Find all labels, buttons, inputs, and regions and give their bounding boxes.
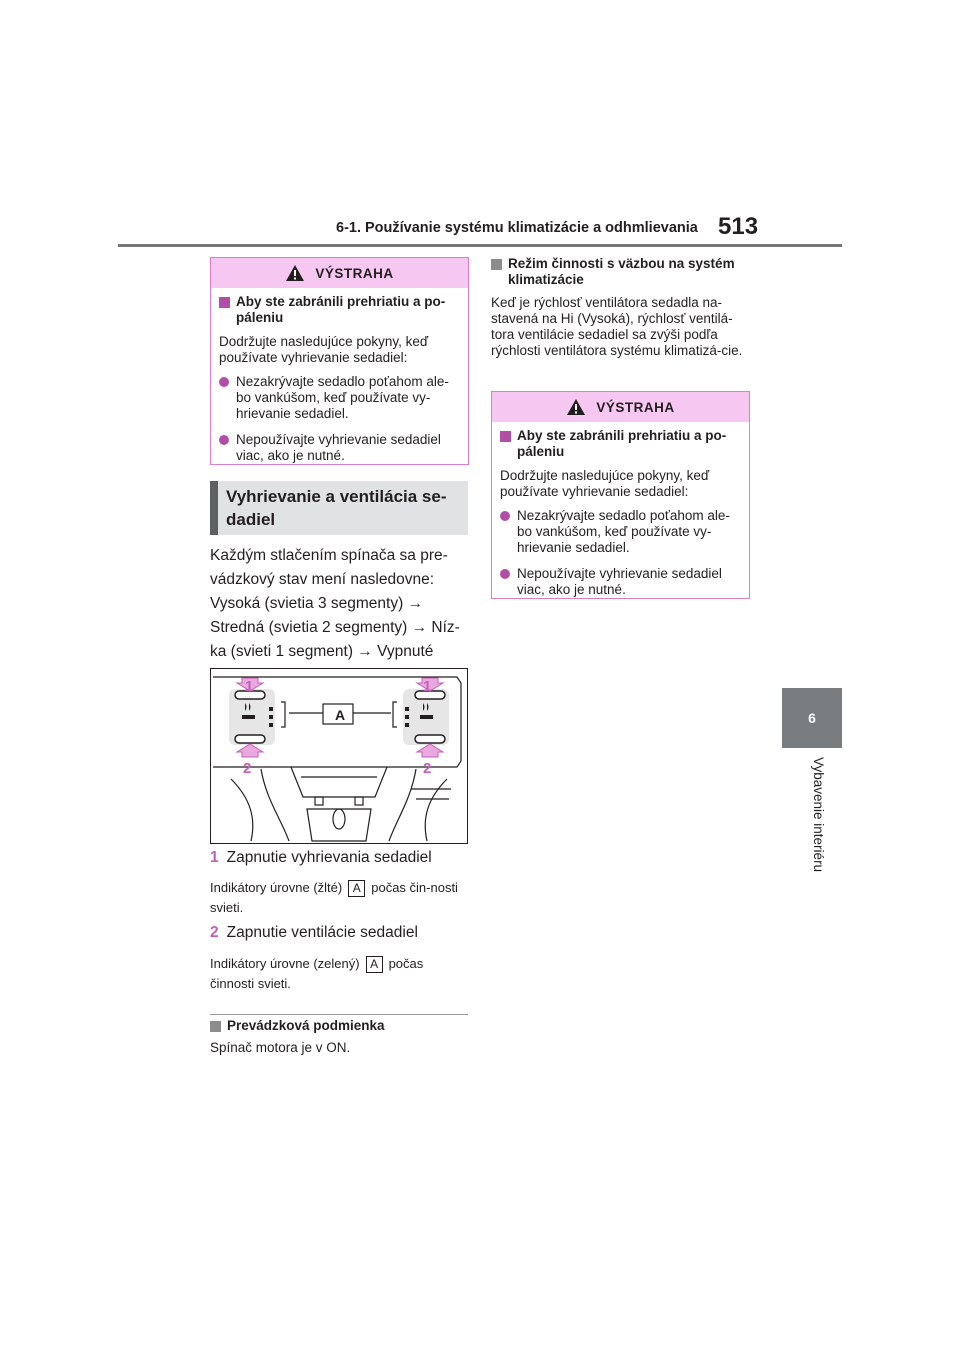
section-heading	[210, 481, 468, 535]
linked-mode-title: Režim činnosti s väzbou na systém klimatizácie	[508, 256, 735, 287]
warning-header	[492, 392, 749, 422]
warning-box-right	[491, 391, 750, 599]
callout-1-left: 1	[245, 678, 254, 695]
warning-triangle-icon	[285, 264, 305, 282]
section-title: Vyhrievanie a ventilácia se-dadiel	[226, 487, 447, 529]
item-number: 1	[210, 849, 219, 866]
item-1-note	[210, 878, 468, 918]
dashboard-drawing	[211, 669, 467, 843]
mode-sequence: Vysoká (svietia 3 segmenty) → Stredná (svietia 2 segmenty) → Níz-ka (svieti 1 segment) → Vypnuté	[210, 595, 460, 660]
label-a: A	[335, 707, 346, 723]
key-a-box: A	[366, 956, 383, 973]
condition-title: Prevádzková podmienka	[227, 1018, 385, 1033]
note-text: počas činnosti svieti.	[210, 956, 424, 991]
divider	[210, 1014, 468, 1015]
section-heading-bar	[210, 481, 218, 535]
section-header: 6-1. Používanie systému klimatizácie a odhmlievania	[336, 220, 698, 236]
seat-switch-illustration	[210, 668, 468, 844]
warning-subtitle: Aby ste zabránili prehriatiu a po-páleniu	[236, 294, 446, 325]
chapter-label: Vybavenie interiéru	[811, 757, 826, 873]
square-marker-icon	[500, 431, 511, 442]
warning-box	[210, 257, 469, 465]
warning-subtitle: Aby ste zabránili prehriatiu a po-páleniu	[517, 428, 727, 459]
item-title: Zapnutie ventilácie sedadiel	[226, 924, 418, 941]
key-a-box: A	[348, 880, 365, 897]
warning-triangle-icon	[566, 398, 586, 416]
bullet-icon	[500, 511, 510, 521]
item-number: 2	[210, 924, 219, 941]
item-2-note	[210, 954, 460, 994]
square-marker-icon	[219, 297, 230, 308]
warning-intro: Dodržujte nasledujúce pokyny, keď používate vyhrievanie sedadiel:	[219, 334, 429, 365]
bullet-icon	[500, 569, 510, 579]
warning-intro: Dodržujte nasledujúce pokyny, keď používate vyhrievanie sedadiel:	[500, 468, 710, 499]
callout-2-right: 2	[423, 760, 432, 777]
header-rule	[118, 244, 842, 247]
callout-2-left: 2	[243, 760, 252, 777]
note-text: počas čin-nosti svieti.	[210, 880, 458, 915]
warning-bullet: Nezakrývajte sedadlo poťahom ale-bo vankúšom, keď používate vy-hrievanie sedadiel.	[236, 374, 449, 421]
condition-text: Spínač motora je v ON.	[210, 1040, 351, 1055]
square-marker-icon	[210, 1021, 221, 1032]
chapter-tab: 6	[782, 688, 842, 748]
warning-bullet: Nezakrývajte sedadlo poťahom ale-bo vankúšom, keď používate vy-hrievanie sedadiel.	[517, 508, 730, 555]
warning-title: VÝSTRAHA	[596, 399, 675, 415]
item-1-title-row	[210, 846, 468, 870]
section-intro: Každým stlačením spínača sa pre-vádzkový stav mení nasledovne:	[210, 547, 448, 588]
warning-title: VÝSTRAHA	[315, 265, 394, 281]
page-number: 513	[718, 213, 759, 240]
callout-1-right: 1	[423, 678, 432, 695]
bullet-icon	[219, 435, 229, 445]
condition-heading	[210, 1018, 385, 1033]
note-text: Indikátory úrovne (žlté)	[210, 880, 343, 895]
item-2-title-row	[210, 921, 468, 945]
linked-mode-text: Keď je rýchlosť ventilátora sedadla na-stavená na Hi (Vysoká), rýchlosť ventilá-tora ventilácie sedadiel sa zvýši podľa rýchlosti ventilátora systému klimatizá-cie.	[491, 295, 743, 358]
warning-header	[211, 258, 468, 288]
square-marker-icon	[491, 259, 502, 270]
warning-bullet: Nepoužívajte vyhrievanie sedadiel viac, ako je nutné.	[517, 566, 722, 597]
linked-mode-heading	[491, 256, 751, 288]
note-text: Indikátory úrovne (zelený)	[210, 956, 360, 971]
item-title: Zapnutie vyhrievania sedadiel	[226, 849, 432, 866]
bullet-icon	[219, 377, 229, 387]
warning-bullet: Nepoužívajte vyhrievanie sedadiel viac, ako je nutné.	[236, 432, 441, 463]
